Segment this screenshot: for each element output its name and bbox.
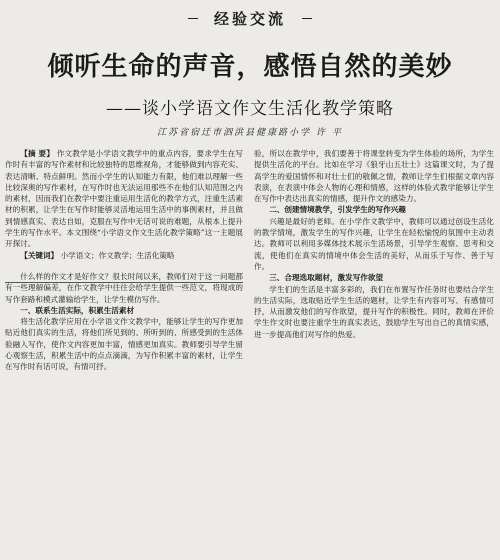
abstract-label: 【摘 要】	[20, 149, 55, 158]
keywords-text: 小学语文；作文教学；生活化策略	[60, 250, 175, 260]
banner-rule-right	[302, 18, 312, 19]
section-banner-title: 经验交流	[213, 10, 286, 28]
left-column	[5, 148, 243, 373]
article-title: 倾听生命的声音，感悟自然的美妙	[47, 52, 453, 82]
keywords-label: 【关键词】	[20, 250, 59, 260]
section-1-paragraph: 将生活化教学应用在小学语文作文教学中，能够让学生的写作更加贴近他们真实的生活，将他们所见到的、所听到的、所感受到的生活体验融入写作，使作文内容更加丰富，情感更加真实。教师要引导学生留心观察生活，积累生活中的点点滴滴，为写作积累丰富的素材，让学生在写作时有话可说，有情可抒。	[5, 317, 243, 372]
article-subtitle: ——谈小学语文作文生活化教学策略	[106, 99, 394, 119]
abstract	[5, 148, 243, 250]
section-2-paragraph: 兴趣是最好的老师。在小学作文教学中，教师可以通过创设生活化的教学情境，激发学生的写作兴趣，让学生在轻松愉悦的氛围中主动表达。教师可以利用多媒体技术展示生活场景，引导学生观察、思考和交流，使他们在真实的情境中体会生活的美好，从而乐于写作、善于写作。	[254, 216, 494, 271]
section-heading-2: 二、创建情境教学，引发学生的写作兴趣	[269, 205, 406, 215]
abstract-text: 作文教学是小学语文教学中的重点内容，要求学生在写作时有丰富的写作素材和比较独特的思维视角，才能够做到内容充实、表达清晰、特点鲜明。然而小学生的认知能力有限，他们难以理解一些比较深奥的写作素材，在写作时也无法运用那些不在他们认知范围之内的素材，因而我们在教学中要注重运用生活化的教学方式，注重生活素材的积累，让学生在写作时能够灵活地运用生活中的事例素材，并且做到情感真实、表达自如，克服在写作中无话可说的难题，从根本上提升学生的写作水平。本文围绕“小学语文作文生活化教学策略”这一主题展开探讨。	[5, 149, 243, 249]
right-column	[254, 148, 494, 340]
section-heading-1: 一、联系生活实际，积累生活素材	[20, 305, 135, 315]
section-banner	[190, 6, 310, 32]
section-3-paragraph: 学生们的生活是丰富多彩的，我们在布置写作任务时也要结合学生的生活实际，选取贴近学生生活的题材，让学生有内容可写、有感情可抒，从而激发他们的写作欲望，提升写作的积极性。同时，教师在评价学生作文时也要注重学生的真实表达，鼓励学生写出自己的真情实感，进一步提高他们对写作的热爱。	[254, 284, 494, 339]
right-paragraph-1: 验，所以在教学中，我们要善于将课堂转变为学生体验的场所，为学生提供生活化的平台。比如在学习《狼牙山五壮士》这篇课文时，为了提高学生的爱国情怀和对壮士们的敬佩之情，教师让学生们根据文章内容表演，在表演中体会人物的心理和情感，这样的体验式教学能够让学生在写作中表达出真实的情感，提升作文的感染力。	[254, 149, 494, 204]
intro-paragraph: 什么样的作文才是好作文？很长时间以来，教师们对于这一问题都有一些理解偏差，在作文教学中往往会给学生提供一些范文，将现成的写作套路和模式灌输给学生，让学生模仿写作。	[5, 271, 243, 304]
author-affiliation: 江苏省宿迁市泗洪县健康路小学 许 平	[157, 128, 343, 138]
keywords	[5, 250, 243, 261]
section-heading-3: 三、合理选取题材，激发写作欲望	[269, 273, 384, 283]
abstract-divider	[5, 282, 243, 283]
